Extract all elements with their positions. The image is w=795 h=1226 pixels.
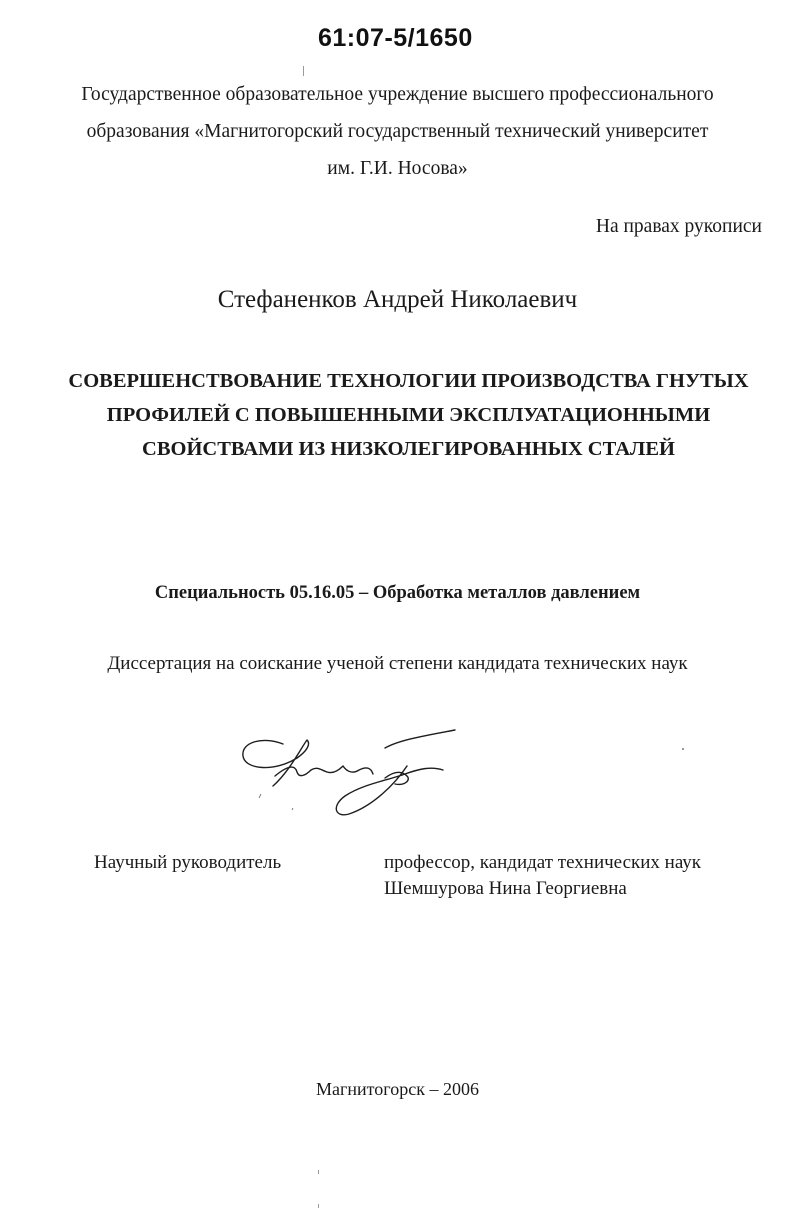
signature: [235, 726, 465, 822]
institution-line: им. Г.И. Носова»: [327, 158, 468, 179]
city-year: Магнитогорск – 2006: [316, 1079, 479, 1099]
title-line: СВОЙСТВАМИ ИЗ НИЗКОЛЕГИРОВАННЫХ СТАЛЕЙ: [142, 438, 675, 460]
advisor-name: Шемшурова Нина Георгиевна: [384, 878, 627, 899]
scan-mark: [318, 1170, 319, 1174]
institution-line: Государственное образовательное учреждение высшего профессионального: [81, 84, 714, 105]
advisor-title: профессор, кандидат технических наук: [384, 852, 702, 873]
manuscript-note: На правах рукописи: [595, 216, 762, 237]
scan-mark: [303, 66, 304, 76]
title-line: СОВЕРШЕНСТВОВАНИЕ ТЕХНОЛОГИИ ПРОИЗВОДСТВА ГНУТЫХ: [68, 370, 749, 392]
specialty: Специальность 05.16.05 – Обработка металлов давлением: [154, 583, 641, 603]
scan-mark: [318, 1204, 319, 1208]
scan-mark: [682, 748, 684, 750]
author-name: Стефаненков Андрей Николаевич: [217, 286, 578, 313]
advisor-label: Научный руководитель: [94, 852, 282, 873]
thesis-title: [60, 364, 757, 466]
institution-block: [0, 76, 795, 187]
catalog-code: 61:07-5/1650: [318, 24, 473, 52]
institution-line: образования «Магнитогорский государственный технический университет: [86, 121, 709, 142]
degree-line: Диссертация на соискание ученой степени кандидата технических наук: [107, 653, 688, 674]
title-line: ПРОФИЛЕЙ С ПОВЫШЕННЫМИ ЭКСПЛУАТАЦИОННЫМИ: [106, 404, 711, 426]
